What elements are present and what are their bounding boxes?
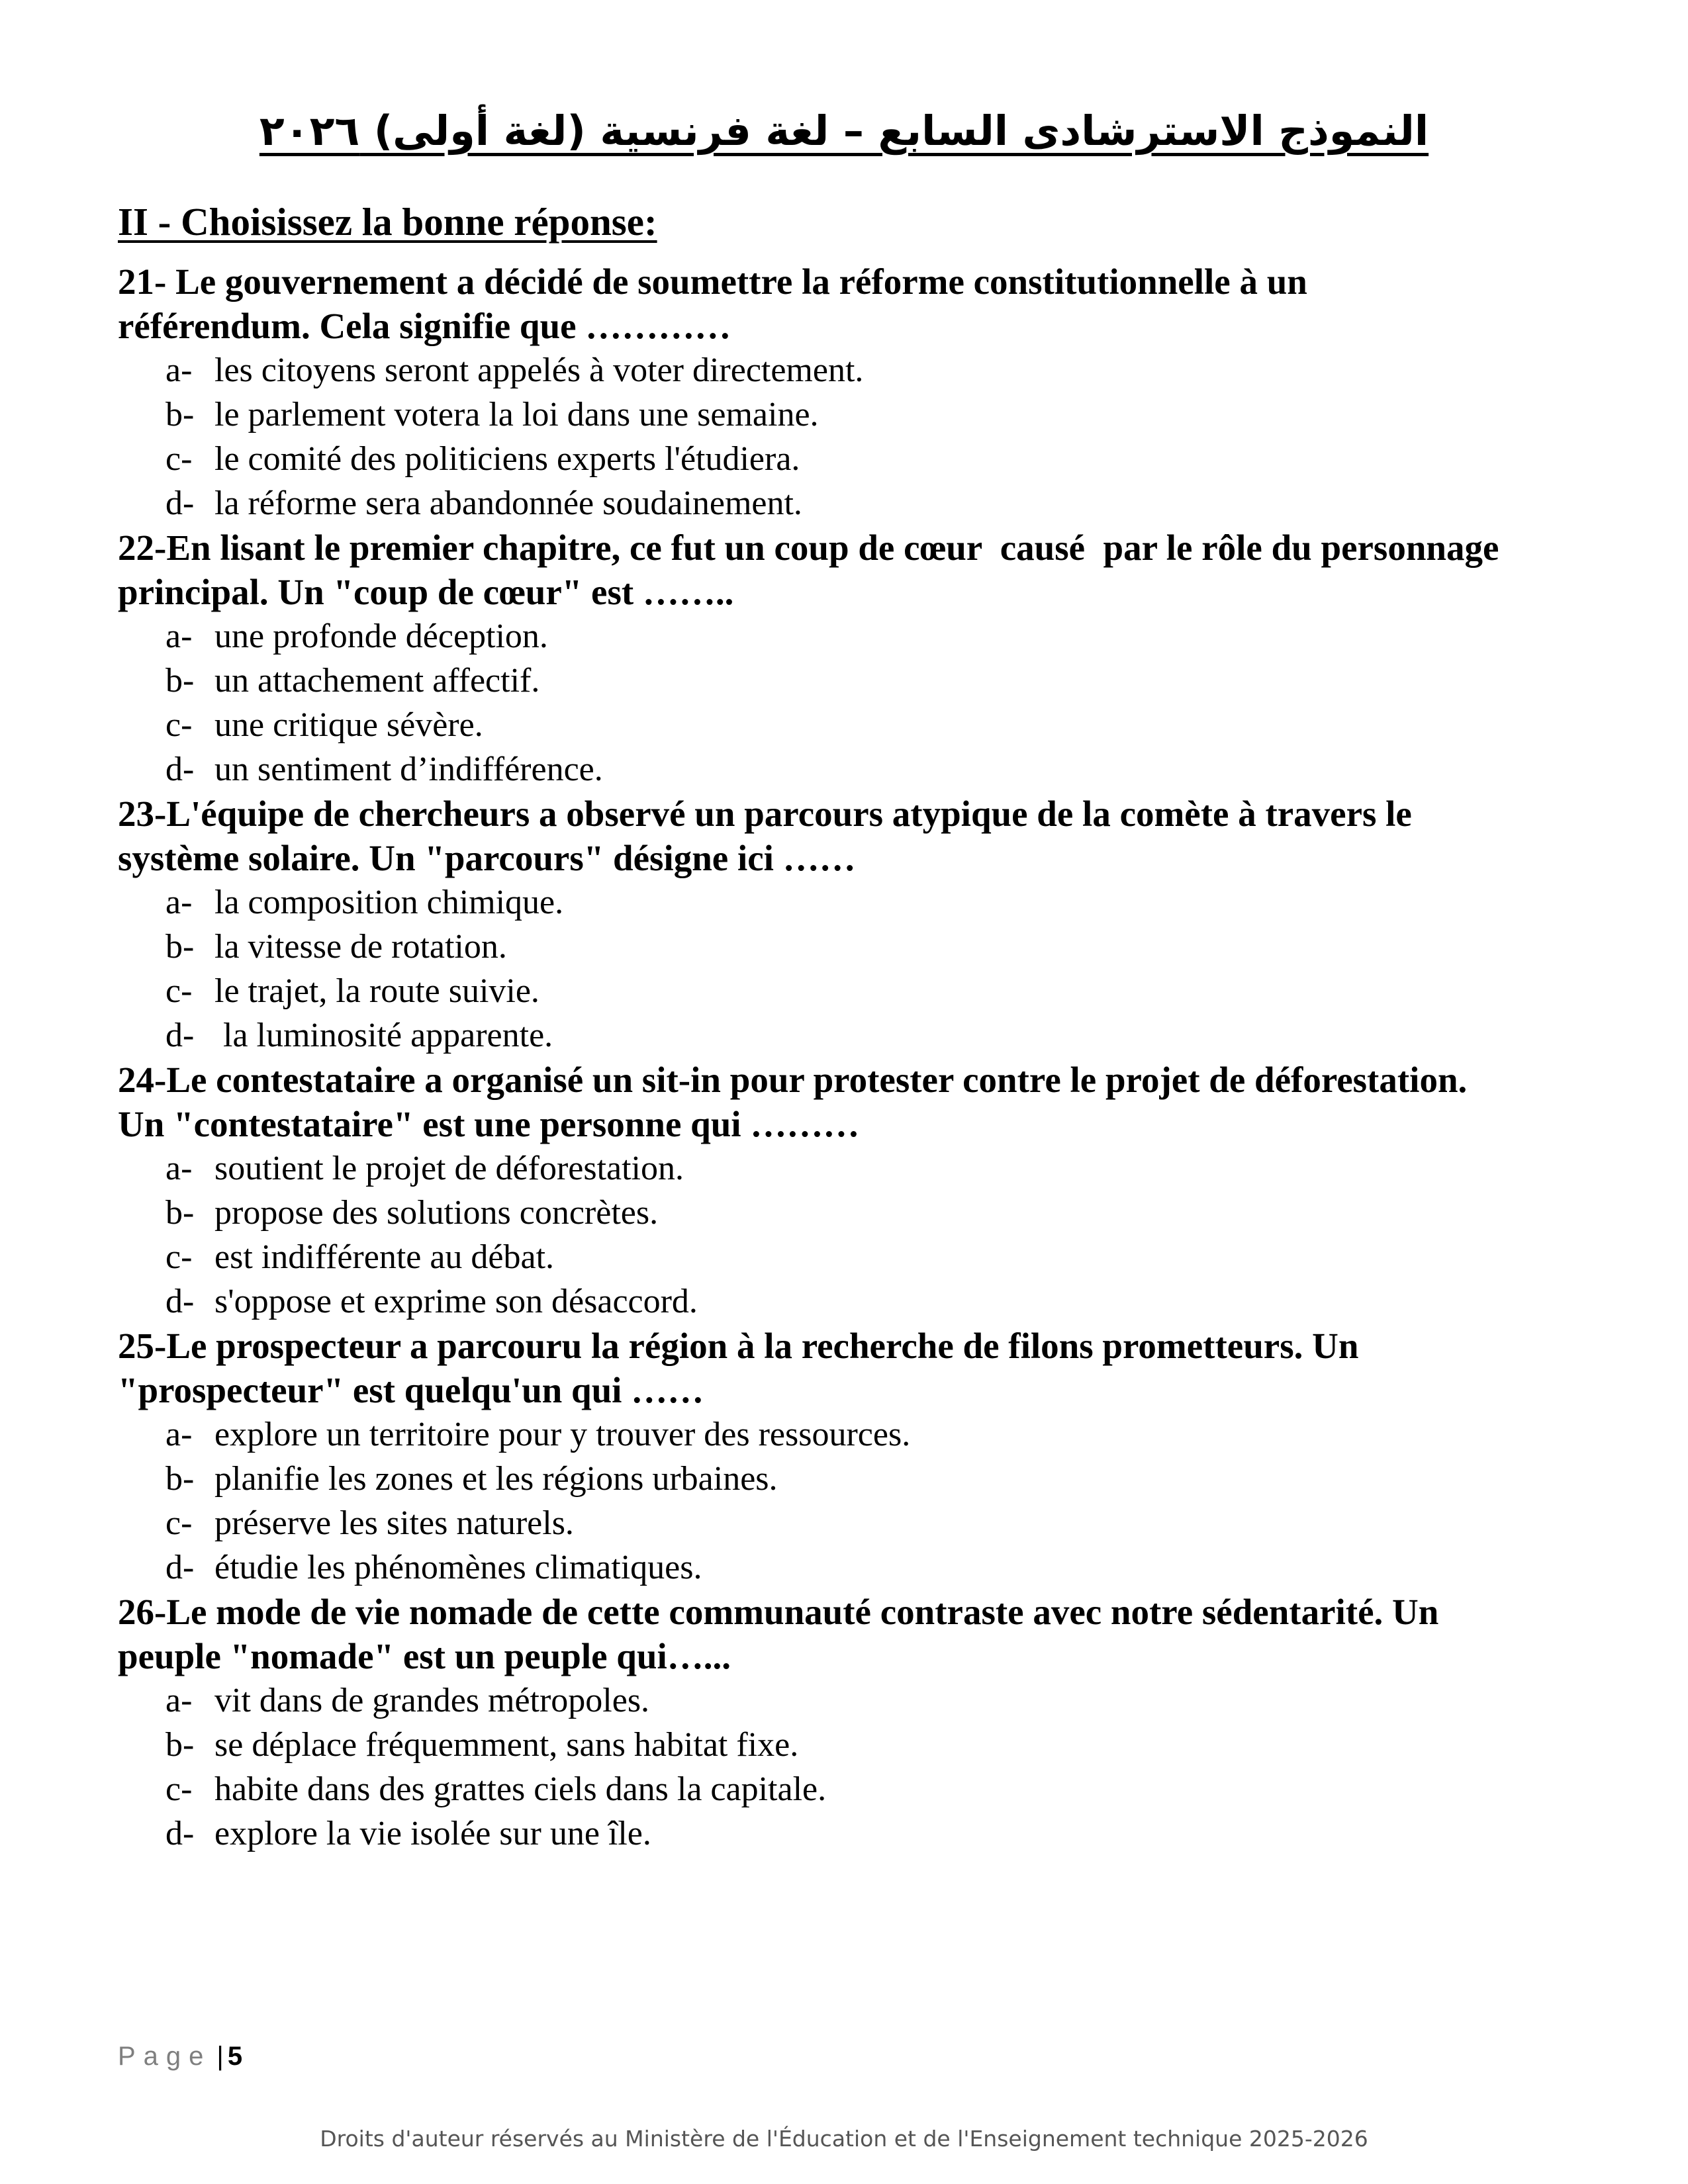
option-letter: a- bbox=[165, 1150, 193, 1187]
option-c bbox=[118, 969, 1508, 1013]
option-text: une critique sévère. bbox=[214, 706, 483, 744]
option-b bbox=[118, 1191, 1508, 1235]
options-list bbox=[118, 1146, 1508, 1324]
option-d bbox=[118, 1013, 1508, 1058]
options-list bbox=[118, 1412, 1508, 1590]
option-b bbox=[118, 925, 1508, 969]
option-b bbox=[118, 659, 1508, 703]
page-separator: | bbox=[216, 2042, 224, 2071]
option-text: se déplace fréquemment, sans habitat fixe. bbox=[214, 1726, 799, 1764]
question-text: 21- Le gouvernement a décidé de soumettre la réforme constitutionnelle à un référendum. Cela signifie que ………… bbox=[118, 261, 1317, 346]
options-list bbox=[118, 880, 1508, 1058]
option-letter: d- bbox=[165, 1283, 195, 1320]
option-text: vit dans de grandes métropoles. bbox=[214, 1682, 650, 1719]
option-letter: b- bbox=[165, 1726, 195, 1764]
option-text: préserve les sites naturels. bbox=[214, 1504, 574, 1542]
option-letter: c- bbox=[165, 706, 193, 744]
option-d bbox=[118, 1811, 1508, 1856]
option-text: habite dans des grattes ciels dans la capitale. bbox=[214, 1770, 827, 1808]
option-letter: a- bbox=[165, 1682, 193, 1719]
option-letter: a- bbox=[165, 351, 193, 389]
option-text: la luminosité apparente. bbox=[214, 1017, 553, 1054]
option-d bbox=[118, 747, 1508, 792]
question-21 bbox=[118, 259, 1508, 525]
question-text: 25-Le prospecteur a parcouru la région à la recherche de filons prometteurs. Un "prospecteur" est quelqu'un qui …… bbox=[118, 1326, 1368, 1410]
question-25 bbox=[118, 1324, 1508, 1590]
option-c bbox=[118, 1235, 1508, 1279]
option-a bbox=[118, 348, 1508, 392]
question-text: 23-L'équipe de chercheurs a observé un parcours atypique de la comète à travers le système solaire. Un "parcours" désigne ici …… bbox=[118, 794, 1421, 878]
options-list bbox=[118, 1678, 1508, 1856]
page-number bbox=[118, 2042, 242, 2071]
option-text: la vitesse de rotation. bbox=[214, 928, 507, 966]
option-letter: c- bbox=[165, 1770, 193, 1808]
option-d bbox=[118, 481, 1508, 525]
question-22 bbox=[118, 525, 1508, 792]
option-a bbox=[118, 614, 1508, 659]
option-text: étudie les phénomènes climatiques. bbox=[214, 1549, 702, 1586]
option-a bbox=[118, 880, 1508, 925]
option-letter: a- bbox=[165, 884, 193, 921]
question-23 bbox=[118, 792, 1508, 1058]
option-c bbox=[118, 1501, 1508, 1545]
option-letter: c- bbox=[165, 440, 193, 478]
page-title-text: النموذج الاسترشادى السابع – لغة فرنسية (لغة أولى) ٢٠٢٦ bbox=[259, 107, 1429, 155]
option-letter: b- bbox=[165, 1194, 195, 1232]
option-letter: c- bbox=[165, 972, 193, 1010]
option-text: s'oppose et exprime son désaccord. bbox=[214, 1283, 698, 1320]
option-letter: a- bbox=[165, 617, 193, 655]
option-letter: b- bbox=[165, 396, 195, 433]
questions-list bbox=[118, 259, 1508, 1856]
option-text: un attachement affectif. bbox=[214, 662, 540, 700]
option-letter: c- bbox=[165, 1238, 193, 1276]
option-text: est indifférente au débat. bbox=[214, 1238, 555, 1276]
option-text: explore un territoire pour y trouver des ressources. bbox=[214, 1416, 911, 1453]
option-letter: b- bbox=[165, 928, 195, 966]
question-text: 26-Le mode de vie nomade de cette communauté contraste avec notre sédentarité. Un peuple "nomade" est un peuple qui…... bbox=[118, 1592, 1448, 1676]
option-letter: d- bbox=[165, 1017, 195, 1054]
option-letter: d- bbox=[165, 1815, 195, 1852]
option-c bbox=[118, 1767, 1508, 1811]
option-c bbox=[118, 703, 1508, 747]
page-number-value: 5 bbox=[227, 2042, 243, 2071]
options-list bbox=[118, 348, 1508, 525]
options-list bbox=[118, 614, 1508, 792]
copyright-notice: Droits d'auteur réservés au Ministère de l'Éducation et de l'Enseignement technique 2025-2026 bbox=[320, 2126, 1368, 2152]
option-letter: b- bbox=[165, 662, 195, 700]
option-text: le comité des politiciens experts l'étudiera. bbox=[214, 440, 800, 478]
option-a bbox=[118, 1678, 1508, 1723]
option-text: un sentiment d’indifférence. bbox=[214, 751, 603, 788]
question-text: 24-Le contestataire a organisé un sit-in pour protester contre le projet de déforestation. Un "contestataire" est une personne qui ……… bbox=[118, 1060, 1477, 1144]
option-text: le parlement votera la loi dans une semaine. bbox=[214, 396, 819, 433]
option-letter: d- bbox=[165, 751, 195, 788]
option-a bbox=[118, 1412, 1508, 1457]
question-24 bbox=[118, 1058, 1508, 1324]
page-title bbox=[0, 105, 1688, 158]
option-d bbox=[118, 1545, 1508, 1590]
option-text: la composition chimique. bbox=[214, 884, 564, 921]
option-text: les citoyens seront appelés à voter directement. bbox=[214, 351, 864, 389]
option-text: soutient le projet de déforestation. bbox=[214, 1150, 684, 1187]
question-26 bbox=[118, 1590, 1508, 1856]
section-heading: II - Choisissez la bonne réponse: bbox=[118, 200, 657, 244]
option-letter: d- bbox=[165, 484, 195, 522]
option-b bbox=[118, 392, 1508, 437]
option-text: propose des solutions concrètes. bbox=[214, 1194, 659, 1232]
option-letter: b- bbox=[165, 1460, 195, 1498]
option-d bbox=[118, 1279, 1508, 1324]
option-text: une profonde déception. bbox=[214, 617, 548, 655]
option-b bbox=[118, 1723, 1508, 1767]
option-text: la réforme sera abandonnée soudainement. bbox=[214, 484, 802, 522]
option-text: le trajet, la route suivie. bbox=[214, 972, 539, 1010]
question-text: 22-En lisant le premier chapitre, ce fut un coup de cœur causé par le rôle du personnage principal. Un "coup de cœur" est …….. bbox=[118, 527, 1509, 612]
page-label: Page bbox=[118, 2042, 212, 2071]
option-a bbox=[118, 1146, 1508, 1191]
option-text: planifie les zones et les régions urbaines. bbox=[214, 1460, 778, 1498]
option-letter: a- bbox=[165, 1416, 193, 1453]
option-b bbox=[118, 1457, 1508, 1501]
option-letter: d- bbox=[165, 1549, 195, 1586]
option-text: explore la vie isolée sur une île. bbox=[214, 1815, 651, 1852]
option-c bbox=[118, 437, 1508, 481]
option-letter: c- bbox=[165, 1504, 193, 1542]
